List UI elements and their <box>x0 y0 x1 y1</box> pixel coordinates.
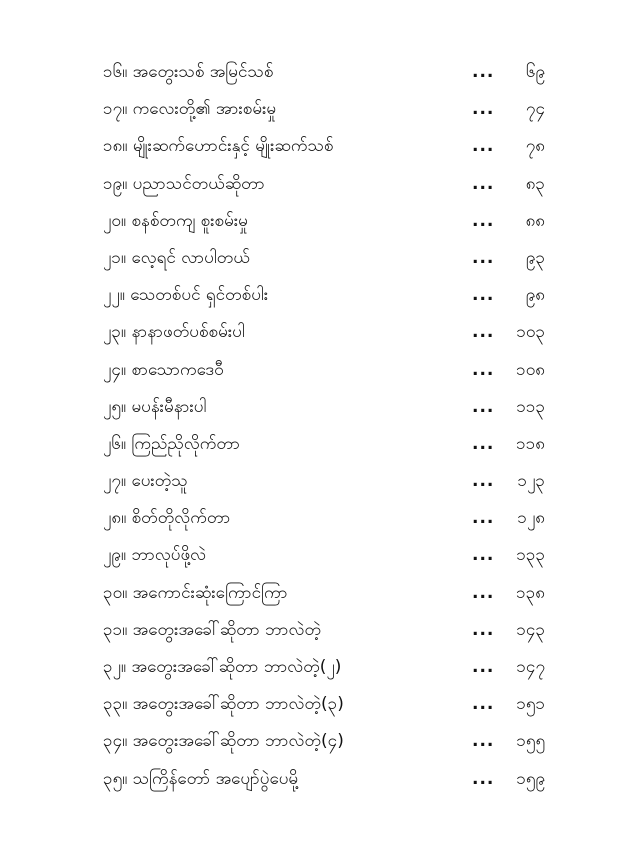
toc-page-number: ၁၄၃ <box>516 619 545 640</box>
toc-entry-title: ၃၀။ အကောင်းဆုံးကြောင်ကြာ <box>103 582 288 603</box>
toc-entry-title: ၂၄။ စာသောကဒေဝီ <box>103 359 224 380</box>
toc-entry <box>0 279 640 316</box>
toc-entry <box>0 205 640 242</box>
toc-entry-title: ၂၈။ စိတ်တိုလိုက်တာ <box>103 508 231 529</box>
toc-entry <box>0 93 640 130</box>
toc-entry-title: ၁၉။ ပညာသင်တယ်ဆိုတာ <box>103 173 265 194</box>
toc-page-number: ၁၀၃ <box>516 322 545 343</box>
toc-entry-title: ၂၀။ စနစ်တကျ စူးစမ်းမှု <box>103 210 248 231</box>
toc-entry <box>0 725 640 762</box>
toc-leader-dots: ... <box>472 247 495 268</box>
toc-entry-title: ၃၁။ အတွေးအခေါ်ဆိုတာ ဘာလဲတဲ့ <box>103 619 322 640</box>
toc-page-number: ၇၈ <box>525 136 545 157</box>
toc-page-number: ၁၅၉ <box>516 768 545 789</box>
toc-leader-dots: ... <box>472 396 495 417</box>
toc-entry-title: ၃၅။ သကြိန်တော် အပျော်ပွဲပေမို့ <box>103 768 299 789</box>
toc-entry <box>0 242 640 279</box>
toc-leader-dots: ... <box>472 322 495 343</box>
toc-page-number: ၁၅၅ <box>516 731 545 752</box>
toc-entry <box>0 614 640 651</box>
toc-entry-title: ၁၈။ မျိုးဆက်ဟောင်းနှင့် မျိုးဆက်သစ် <box>103 136 334 157</box>
toc-leader-dots: ... <box>472 545 495 566</box>
toc-leader-dots: ... <box>472 359 495 380</box>
toc-page-number: ၁၅၁ <box>516 694 545 715</box>
toc-entry <box>0 651 640 688</box>
toc-entry <box>0 130 640 167</box>
toc-page-number: ၁၀၈ <box>516 359 545 380</box>
toc-entry <box>0 577 640 614</box>
toc-page-number: ၁၃၈ <box>516 582 545 603</box>
toc-entry <box>0 391 640 428</box>
toc-entry <box>0 168 640 205</box>
toc-entry-title: ၂၂။ သေတစ်ပင် ရှင်တစ်ပါး <box>103 285 269 306</box>
toc-leader-dots: ... <box>472 471 495 492</box>
toc-entry <box>0 316 640 353</box>
toc-entry-title: ၃၂။ အတွေးအခေါ်ဆိုတာ ဘာလဲတဲ့(၂) <box>103 657 342 677</box>
toc-entry <box>0 688 640 725</box>
toc-entry <box>0 354 640 391</box>
table-of-contents <box>0 56 640 800</box>
toc-entry-title: ၃၃။ အတွေးအခေါ်ဆိုတာ ဘာလဲတဲ့(၃) <box>103 694 344 715</box>
toc-page-number: ၈၃ <box>525 173 545 194</box>
toc-entry-title: ၂၆။ ကြည်ညိုလိုက်တာ <box>103 433 240 454</box>
toc-entry-title: ၂၉။ ဘာလုပ်ဖို့လဲ <box>103 545 207 566</box>
toc-leader-dots: ... <box>472 582 495 603</box>
toc-page-number: ၁၄၇ <box>516 657 545 677</box>
toc-page-number: ၆၉ <box>525 62 545 82</box>
toc-entry <box>0 428 640 465</box>
toc-leader-dots: ... <box>472 210 495 231</box>
toc-entry-title: ၃၄။ အတွေးအခေါ်ဆိုတာ ဘာလဲတဲ့(၄) <box>103 731 344 752</box>
toc-leader-dots: ... <box>472 136 495 157</box>
toc-leader-dots: ... <box>472 62 495 82</box>
toc-page-number: ၁၃၃ <box>516 545 545 566</box>
toc-page-number: ၁၁၈ <box>516 433 545 454</box>
toc-leader-dots: ... <box>472 433 495 454</box>
toc-leader-dots: ... <box>472 731 495 752</box>
toc-entry <box>0 56 640 93</box>
toc-entry <box>0 465 640 502</box>
toc-leader-dots: ... <box>472 508 495 529</box>
toc-leader-dots: ... <box>472 657 495 677</box>
toc-entry <box>0 763 640 800</box>
toc-entry <box>0 502 640 539</box>
toc-entry-title: ၁၆။ အတွေးသစ် အမြင်သစ် <box>103 62 274 82</box>
toc-page-number: ၈၈ <box>525 210 545 231</box>
toc-entry-title: ၂၅။ မပန်းမီနားပါ <box>103 396 207 417</box>
toc-page-number: ၉၈ <box>525 285 545 306</box>
toc-entry-title: ၁၇။ ကလေးတို့၏ အားစမ်းမှု <box>103 99 277 120</box>
toc-leader-dots: ... <box>472 619 495 640</box>
toc-entry-title: ၂၃။ နာနာဖတ်ပစ်စမ်းပါ <box>103 322 245 343</box>
toc-leader-dots: ... <box>472 285 495 306</box>
toc-leader-dots: ... <box>472 173 495 194</box>
toc-page-number: ၉၃ <box>525 247 545 268</box>
toc-leader-dots: ... <box>472 694 495 715</box>
toc-entry <box>0 539 640 576</box>
toc-page-number: ၁၁၃ <box>516 396 545 417</box>
toc-page-number: ၁၂၈ <box>517 508 545 529</box>
toc-leader-dots: ... <box>472 768 495 789</box>
toc-page-number: ၁၂၃ <box>517 471 545 492</box>
toc-leader-dots: ... <box>472 99 495 120</box>
toc-entry-title: ၂၁။ လေ့ရင် လာပါတယ် <box>103 247 250 268</box>
toc-page-number: ၇၄ <box>525 99 545 120</box>
toc-entry-title: ၂၇။ ပေးတဲ့သူ <box>103 471 188 492</box>
